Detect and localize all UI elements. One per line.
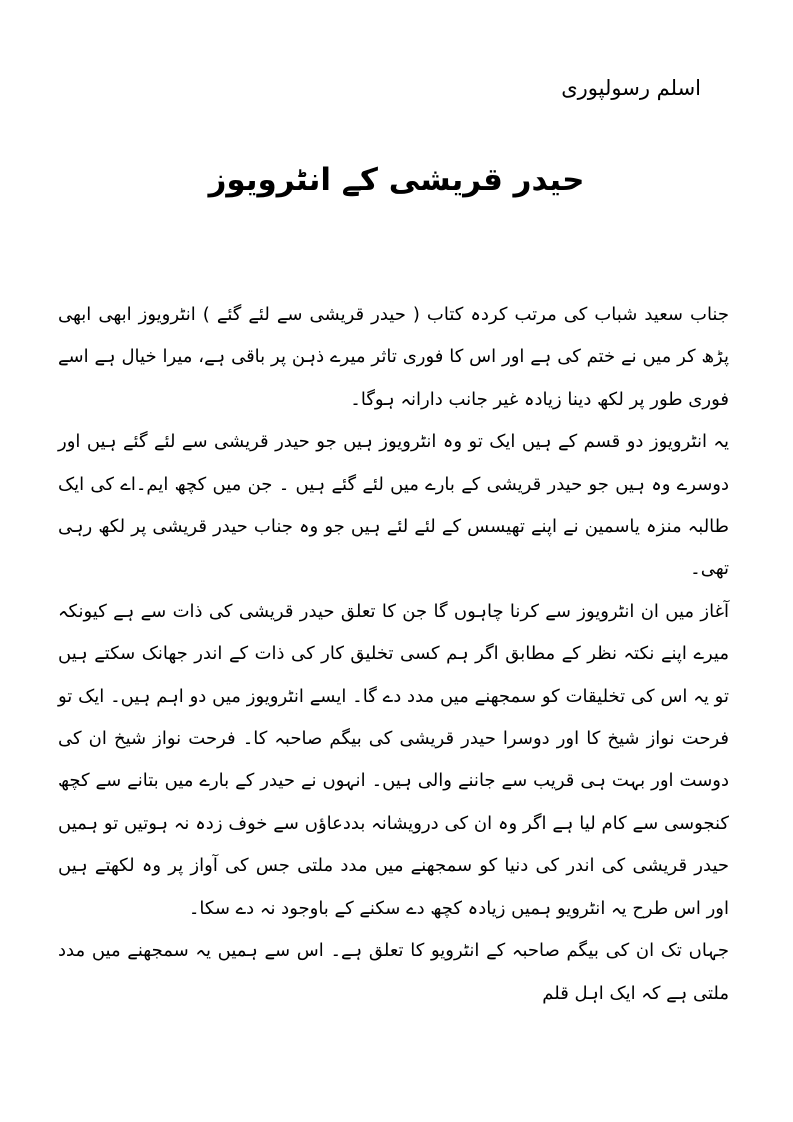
page-title: حیدر قریشی کے انٹرویوز [208, 162, 585, 198]
article-body [58, 294, 729, 1015]
author-name: اسلم رسولپوری [561, 76, 701, 100]
paragraph: یہ انٹرویوز دو قسم کے ہیں ایک تو وہ انٹرویوز ہیں جو حیدر قریشی سے لئے گئے ہیں اور دوسرے وہ ہیں جو حیدر قریشی کے بارے میں لئے گئے ہیں ۔ جن میں کچھ ایم۔اے کی ایک طالبہ منزہ یاسمین نے اپنے تھیسس کے لئے لئے ہیں جو وہ جناب حیدر قریشی پر لکھ رہی تھی۔ [58, 431, 729, 580]
paragraph: جہاں تک ان کی بیگم صاحبہ کے انٹرویو کا تعلق ہے۔ اس سے ہمیں یہ سمجھنے میں مدد ملتی ہے کہ ایک اہل قلم [58, 940, 729, 1004]
paragraph: جناب سعید شباب کی مرتب کردہ کتاب ( حیدر قریشی سے لئے گئے ) انٹرویوز ابھی ابھی پڑھ کر میں نے ختم کی ہے اور اس کا فوری تاثر میرے ذہن پر باقی ہے، میرا خیال ہے اسے فوری طور پر لکھ دینا زیادہ غیر جانب دارانہ ہوگا۔ [58, 304, 729, 410]
paragraph: آغاز میں ان انٹرویوز سے کرنا چاہوں گا جن کا تعلق حیدر قریشی کی ذات سے ہے کیونکہ میرے اپنے نکتہ نظر کے مطابق اگر ہم کسی تخلیق کار کی ذات کے اندر جھانک سکتے ہیں تو یہ اس کی تخلیقات کو سمجھنے میں مدد دے گا۔ ایسے انٹرویوز میں دو اہم ہیں۔ ایک تو فرحت نواز شیخ کا اور دوسرا حیدر قریشی کی بیگم صاحبہ کا۔ فرحت نواز شیخ ان کی دوست اور بہت ہی قریب سے جاننے والی ہیں۔ انہوں نے حیدر کے بارے میں بتانے سے کچھ کنجوسی سے کام لیا ہے اگر وہ ان کی درویشانہ بددعاؤں سے خوف زدہ نہ ہوتیں تو ہمیں حیدر قریشی کی اندر کی دنیا کو سمجھنے میں مدد ملتی جس کی آواز پر وہ لکھتے ہیں اور اس طرح یہ انٹرویو ہمیں زیادہ کچھ دے سکنے کے باوجود نہ دے سکا۔ [58, 600, 729, 919]
